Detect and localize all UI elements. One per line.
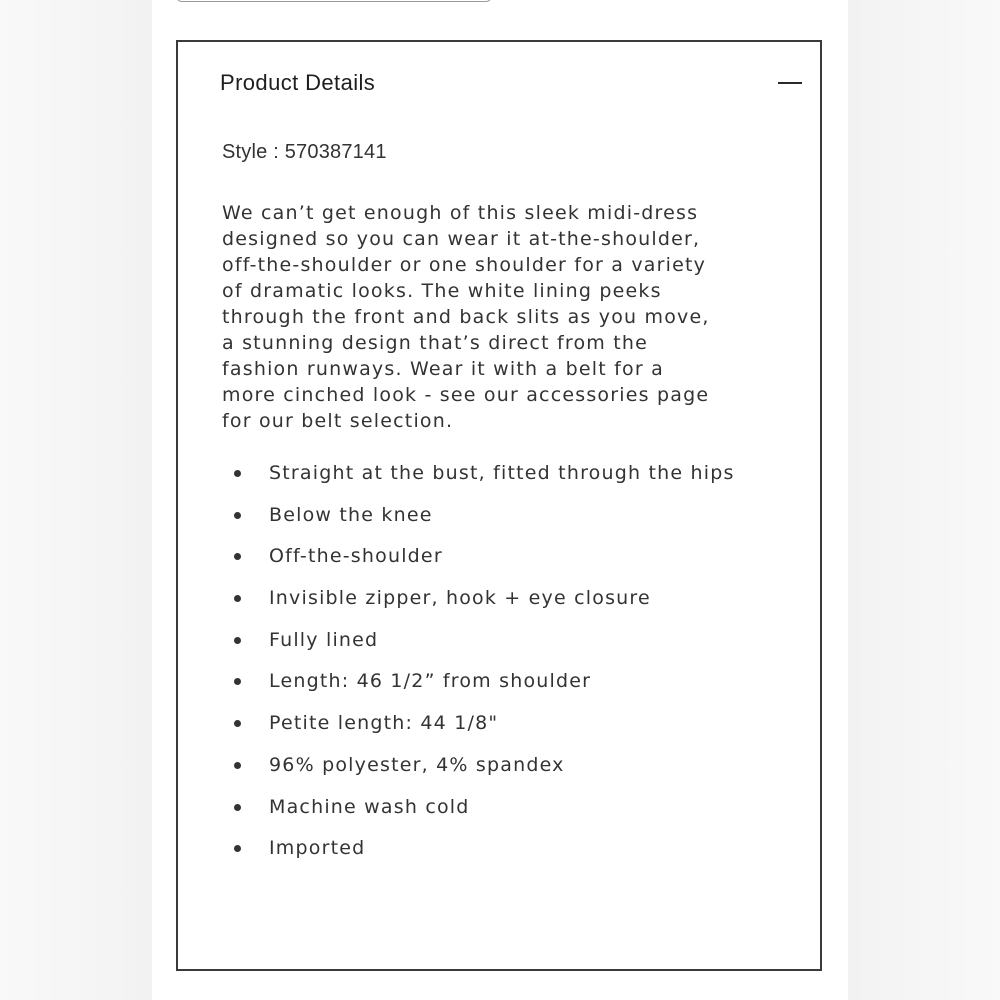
feature-text: Petite length: 44 1/8" [269, 712, 499, 735]
previous-control-edge[interactable] [176, 0, 492, 2]
list-item [222, 543, 802, 585]
bullet-icon [234, 553, 241, 560]
right-margin [848, 0, 1000, 1000]
bullet-icon [234, 637, 241, 644]
list-item [222, 752, 802, 794]
feature-text: Machine wash cold [269, 795, 470, 818]
bullet-icon [234, 720, 241, 727]
style-number: Style : 570387141 [222, 141, 387, 163]
feature-text: Imported [269, 837, 366, 860]
list-item [222, 710, 802, 752]
left-margin [0, 0, 152, 1000]
product-details-panel [176, 40, 822, 971]
feature-text: Fully lined [269, 628, 379, 651]
feature-text: Straight at the bust, fitted through the hips [269, 462, 735, 484]
bullet-icon [234, 512, 241, 519]
bullet-icon [234, 470, 241, 477]
bullet-icon [234, 845, 241, 852]
list-item [222, 585, 802, 627]
list-item [222, 835, 802, 877]
list-item [222, 668, 802, 710]
bullet-icon [234, 804, 241, 811]
bullet-icon [234, 762, 241, 769]
list-item [222, 627, 802, 669]
list-item [222, 794, 802, 836]
feature-text: Invisible zipper, hook + eye closure [269, 587, 651, 610]
feature-text: Length: 46 1/2” from shoulder [269, 670, 592, 693]
product-description: We can’t get enough of this sleek midi-dress designed so you can wear it at-the-shoulder, off-the-shoulder or one shoulder for a variety of dramatic looks. The white lining peeks through the front and back slits as you move, a stunning design that’s direct from the fashion runways. Wear it with a belt for a more cinched look - see our accessories page for our belt selection. [222, 202, 710, 432]
feature-list [222, 460, 802, 877]
list-item [222, 460, 802, 502]
product-details-header[interactable] [178, 42, 820, 128]
minus-icon-bar [778, 82, 802, 84]
feature-text: Off-the-shoulder [269, 545, 443, 568]
feature-text: 96% polyester, 4% spandex [269, 753, 565, 776]
feature-text: Below the knee [269, 503, 433, 526]
bullet-icon [234, 595, 241, 602]
panel-title: Product Details [220, 70, 376, 95]
bullet-icon [234, 678, 241, 685]
list-item [222, 502, 802, 544]
minus-icon[interactable] [778, 80, 802, 86]
